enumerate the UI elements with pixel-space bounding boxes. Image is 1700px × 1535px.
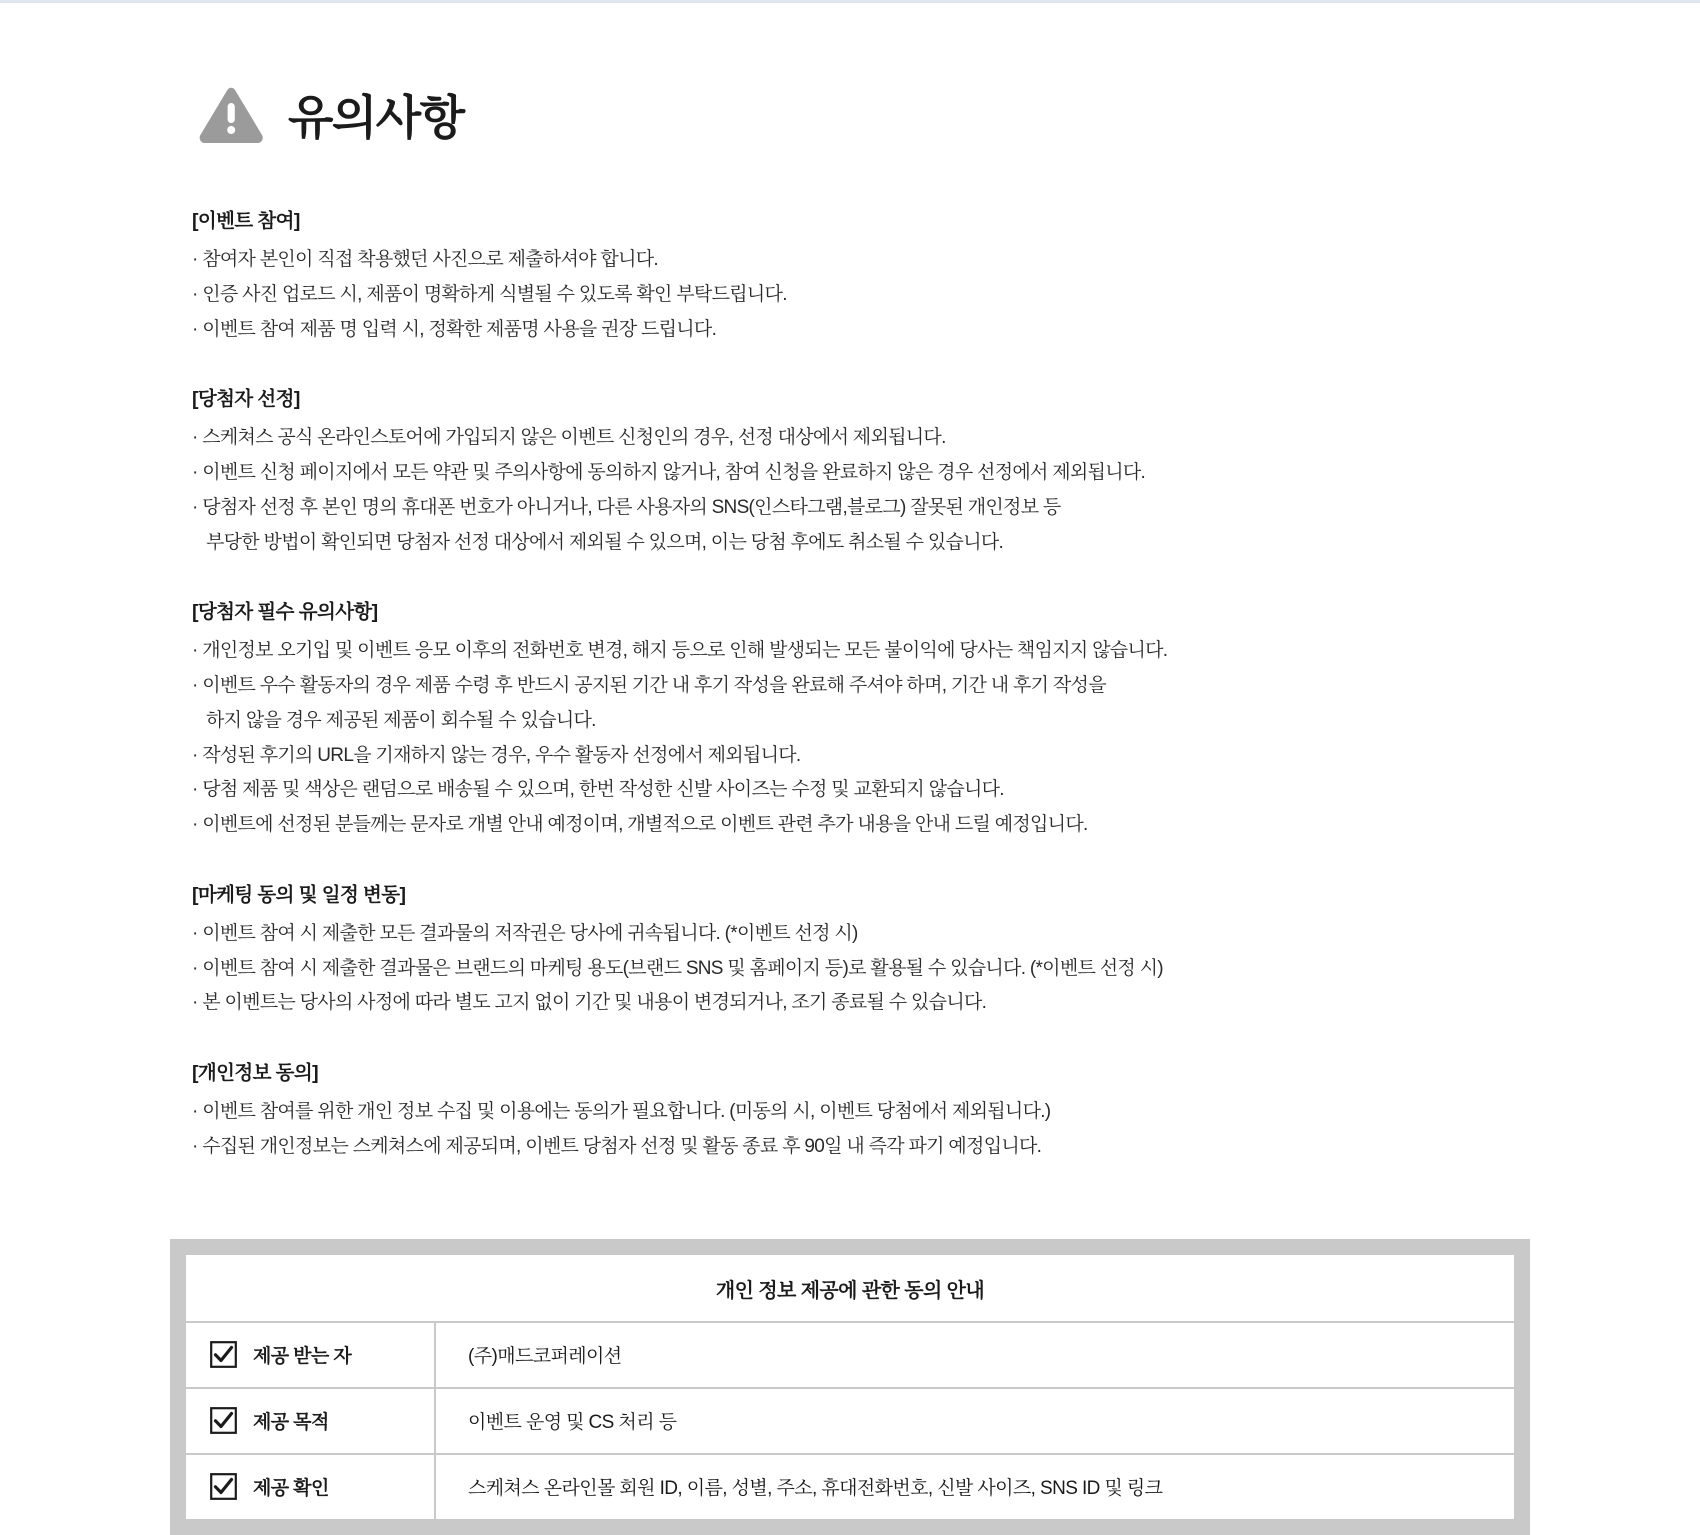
section-title: [이벤트 참여]: [192, 210, 300, 232]
warning-triangle-icon: [196, 85, 266, 149]
section-title: [마케팅 동의 및 일정 변동]: [192, 883, 406, 906]
table-row-label-cell: [186, 1455, 436, 1519]
notice-line: · 스케쳐스 공식 온라인스토어에 가입되지 않은 이벤트 신청인의 경우, 선정 대상에서 제외됩니다.: [192, 427, 946, 449]
notice-line: · 개인정보 오기입 및 이벤트 응모 이후의 전화번호 변경, 해지 등으로 인해 발생되는 모든 불이익에 당사는 책임지지 않습니다.: [192, 640, 1168, 662]
checked-checkbox-icon[interactable]: [210, 1341, 237, 1368]
page-title: 유의사항: [288, 90, 464, 144]
checked-checkbox-icon[interactable]: [210, 1407, 237, 1434]
notice-line: · 이벤트 참여를 위한 개인 정보 수집 및 이용에는 동의가 필요합니다. (미동의 시, 이벤트 당첨에서 제외됩니다.): [192, 1101, 1051, 1123]
checked-checkbox-icon[interactable]: [210, 1473, 237, 1500]
notice-line: · 이벤트 우수 활동자의 경우 제품 수령 후 반드시 공지된 기간 내 후기 작성을 완료해 주셔야 하며, 기간 내 후기 작성을: [192, 675, 1106, 697]
table-row-label: 제공 목적: [253, 1412, 329, 1434]
notice-section: [192, 879, 1530, 1019]
top-divider: [0, 0, 1700, 3]
notice-line: · 이벤트 참여 제품 명 입력 시, 정확한 제품명 사용을 권장 드립니다.: [192, 318, 717, 340]
notice-section: [192, 596, 1530, 841]
notice-sections: [192, 205, 1530, 1163]
table-row: [186, 1321, 1514, 1387]
notice-line: · 당첨 제품 및 색상은 랜덤으로 배송될 수 있으며, 한번 작성한 신발 사이즈는 수정 및 교환되지 않습니다.: [192, 779, 1004, 801]
section-title: [당첨자 선정]: [192, 388, 300, 411]
notice-line: · 당첨자 선정 후 본인 명의 휴대폰 번호가 아니거나, 다른 사용자의 SNS(인스타그램,블로그) 잘못된 개인정보 등: [192, 496, 1061, 518]
notice-line: · 작성된 후기의 URL을 기재하지 않는 경우, 우수 활동자 선정에서 제외됩니다.: [192, 744, 801, 766]
notice-line: · 이벤트 신청 페이지에서 모든 약관 및 주의사항에 동의하지 않거나, 참여 신청을 완료하지 않은 경우 선정에서 제외됩니다.: [192, 462, 1146, 484]
notice-line-continued: 하지 않을 경우 제공된 제품이 회수될 수 있습니다.: [206, 709, 596, 731]
notice-section: [192, 205, 1530, 345]
notice-line: · 이벤트 참여 시 제출한 모든 결과물의 저작권은 당사에 귀속됩니다. (*이벤트 선정 시): [192, 922, 858, 944]
table-row: [186, 1453, 1514, 1519]
notice-section: [192, 383, 1530, 558]
table-row-label: 제공 받는 자: [253, 1346, 352, 1368]
notice-line: · 본 이벤트는 당사의 사정에 따라 별도 고지 없이 기간 및 내용이 변경되거나, 조기 종료될 수 있습니다.: [192, 992, 987, 1014]
table-row-label-cell: [186, 1389, 436, 1453]
page-content: [0, 85, 1700, 1535]
section-title: [당첨자 필수 유의사항]: [192, 601, 378, 624]
page-header: [196, 85, 1530, 149]
section-title: [개인정보 동의]: [192, 1062, 319, 1085]
notice-line: · 이벤트에 선정된 분들께는 문자로 개별 안내 예정이며, 개별적으로 이벤트 관련 추가 내용을 안내 드릴 예정입니다.: [192, 814, 1088, 836]
notice-line: · 참여자 본인이 직접 착용했던 사진으로 제출하셔야 합니다.: [192, 249, 658, 270]
table-row: [186, 1387, 1514, 1453]
table-row-value: (주)매드코퍼레이션: [468, 1346, 622, 1368]
notice-line: · 이벤트 참여 시 제출한 결과물은 브랜드의 마케팅 용도(브랜드 SNS 및 홈페이지 등)로 활용될 수 있습니다. (*이벤트 선정 시): [192, 957, 1163, 979]
table-row-label: 제공 확인: [253, 1478, 329, 1500]
notice-section: [192, 1057, 1530, 1163]
table-row-value: 스케쳐스 온라인몰 회원 ID, 이름, 성별, 주소, 휴대전화번호, 신발 사이즈, SNS ID 및 링크: [468, 1478, 1163, 1500]
table-row-label-cell: [186, 1323, 436, 1387]
notice-line-continued: 부당한 방법이 확인되면 당첨자 선정 대상에서 제외될 수 있으며, 이는 당첨 후에도 취소될 수 있습니다.: [206, 531, 1004, 553]
table-row-value: 이벤트 운영 및 CS 처리 등: [468, 1412, 677, 1434]
notice-line: · 인증 사진 업로드 시, 제품이 명확하게 식별될 수 있도록 확인 부탁드립니다.: [192, 283, 787, 305]
consent-table-title: 개인 정보 제공에 관한 동의 안내: [186, 1255, 1514, 1321]
consent-table: [170, 1239, 1530, 1535]
notice-line: · 수집된 개인정보는 스케쳐스에 제공되며, 이벤트 당첨자 선정 및 활동 종료 후 90일 내 즉각 파기 예정입니다.: [192, 1136, 1042, 1158]
